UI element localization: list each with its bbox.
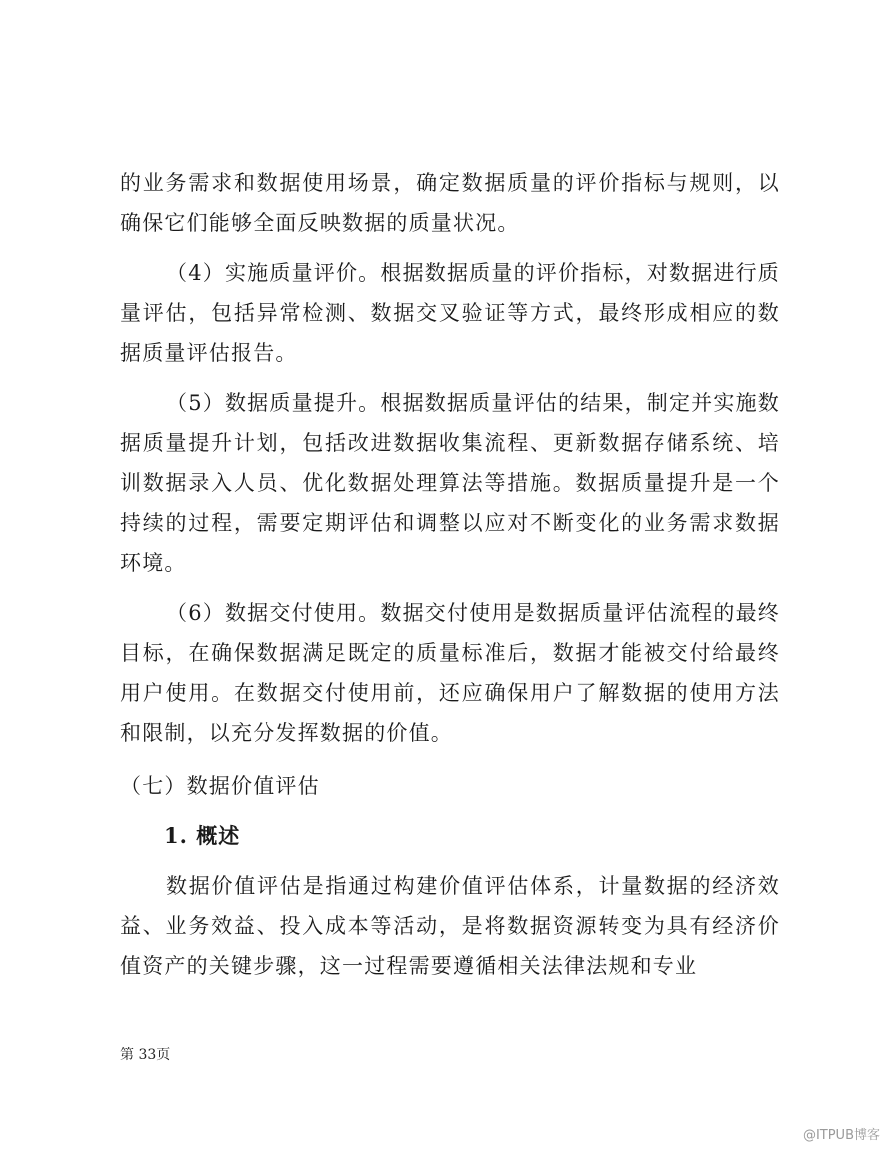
paragraph-item-6: （6）数据交付使用。数据交付使用是数据质量评估流程的最终目标，在确保数据满足既定的质量标准后，数据才能被交付给最终用户使用。在数据交付使用前，还应确保用户了解数据的使用方法和限制，以充分发挥数据的价值。 [120, 601, 780, 745]
paragraph-item-5: （5）数据质量提升。根据数据质量评估的结果，制定并实施数据质量提升计划，包括改进数据收集流程、更新数据存储系统、培训数据录入人员、优化数据处理算法等措施。数据质量提升是一个持续的过程，需要定期评估和调整以应对不断变化的业务需求数据环境。 [120, 391, 780, 575]
section-heading: （七）数据价值评估 [120, 774, 320, 798]
paragraph-item-4: （4）实施质量评价。根据数据质量的评价指标，对数据进行质量评估，包括异常检测、数据交叉验证等方式，最终形成相应的数据质量评估报告。 [120, 261, 780, 365]
paragraph-continuation: 的业务需求和数据使用场景，确定数据质量的评价指标与规则，以确保它们能够全面反映数据的质量状况。 [120, 171, 780, 235]
paragraph-overview: 数据价值评估是指通过构建价值评估体系，计量数据的经济效益、业务效益、投入成本等活动，是将数据资源转变为具有经济价值资产的关键步骤，这一过程需要遵循相关法律法规和专业 [120, 874, 780, 978]
watermark-text: @ITPUB博客 [802, 1128, 880, 1143]
sub-heading: 1. 概述 [164, 823, 241, 848]
page-number: 第 33页 [120, 1047, 171, 1063]
